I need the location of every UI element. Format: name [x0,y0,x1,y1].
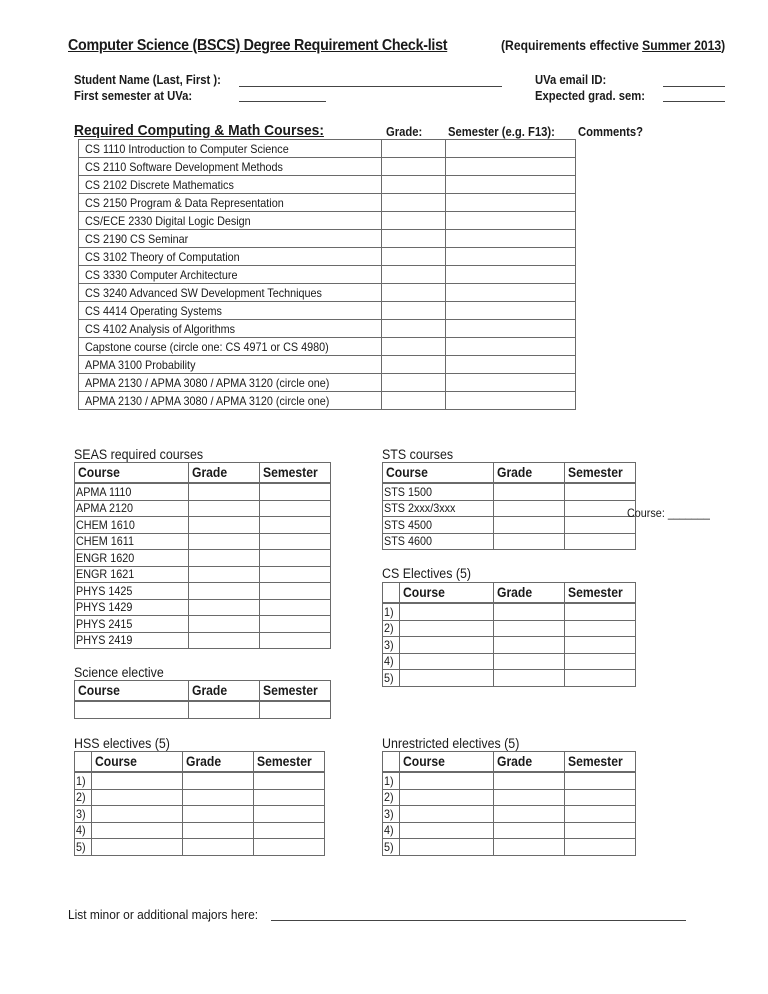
semester-header: Semester [254,752,325,773]
course-cell[interactable] [400,839,494,856]
course-cell[interactable] [400,620,494,637]
semester-cell[interactable] [565,822,636,839]
course-header: Course [400,583,494,604]
table-row [383,670,636,687]
semester-cell[interactable] [254,806,325,823]
row-number: 3) [383,806,400,823]
course-cell[interactable] [92,839,183,856]
semester-cell[interactable] [565,772,636,789]
semester-header: Semester [565,583,636,604]
table-row [383,789,636,806]
semester-cell[interactable] [260,701,331,718]
effective-note: (Requirements effective Summer 2013) [501,38,726,53]
row-number: 3) [75,806,92,823]
table-row [79,356,576,374]
semester-cell[interactable] [446,140,576,158]
semester-cell[interactable] [254,839,325,856]
hss-caption: HSS electives (5) [74,736,170,751]
row-number: 4) [383,653,400,670]
semester-header: Semester [565,752,636,773]
page-title: Computer Science (BSCS) Degree Requirement Check-list [68,37,448,54]
semester-column-header: Semester (e.g. F13): [448,125,555,139]
student-name-field[interactable] [239,86,502,87]
grade-cell[interactable] [382,356,446,374]
table-row [75,822,325,839]
table-row [383,517,636,534]
course-cell[interactable] [92,789,183,806]
semester-cell[interactable] [260,583,331,600]
course-cell[interactable] [400,670,494,687]
course-cell: PHYS 2419 [75,632,189,649]
table-row [79,266,576,284]
grade-cell[interactable] [382,158,446,176]
course-name-cell: CS 2190 CS Seminar [79,230,382,248]
semester-cell[interactable] [446,338,576,356]
row-number: 1) [383,772,400,789]
semester-cell[interactable] [446,266,576,284]
semester-cell[interactable] [565,789,636,806]
course-cell[interactable] [400,772,494,789]
table-row [79,302,576,320]
semester-cell[interactable] [565,839,636,856]
course-cell: CHEM 1611 [75,533,189,550]
course-name-cell: CS/ECE 2330 Digital Logic Design [79,212,382,230]
grade-cell[interactable] [189,616,260,633]
semester-cell[interactable] [446,212,576,230]
grade-cell[interactable] [382,338,446,356]
grade-cell[interactable] [382,392,446,410]
semester-cell[interactable] [446,248,576,266]
course-cell[interactable] [400,806,494,823]
grade-cell[interactable] [494,637,565,654]
grade-cell[interactable] [189,483,260,500]
course-name-cell: CS 1110 Introduction to Computer Science [79,140,382,158]
sts-caption: STS courses [382,447,454,462]
table-row [75,772,325,789]
table-row [75,701,331,718]
semester-header: Semester [260,681,331,702]
science-elective-caption: Science elective [74,665,164,680]
comments-column-header: Comments? [578,125,644,139]
grade-cell[interactable] [494,670,565,687]
course-cell: STS 4600 [383,533,494,550]
grade-cell[interactable] [382,248,446,266]
hss-table [74,751,325,856]
course-cell: STS 1500 [383,483,494,500]
effective-term: Summer 2013 [642,38,722,53]
semester-header: Semester [565,463,636,484]
semester-cell[interactable] [565,653,636,670]
semester-cell[interactable] [565,483,636,500]
science-elective-table [74,680,331,719]
table-row [75,550,331,567]
row-number: 4) [383,822,400,839]
grade-cell[interactable] [494,789,565,806]
course-header: Course [92,752,183,773]
grade-cell[interactable] [183,789,254,806]
course-name-cell: APMA 2130 / APMA 3080 / APMA 3120 (circle one) [79,392,382,410]
semester-cell[interactable] [565,517,636,534]
table-row [75,533,331,550]
table-row [79,194,576,212]
semester-cell[interactable] [260,599,331,616]
course-name-cell: CS 3240 Advanced SW Development Techniques [79,284,382,302]
student-name-label: Student Name (Last, First ): [74,73,221,87]
course-header: Course [75,463,189,484]
course-cell[interactable] [92,822,183,839]
table-row [383,620,636,637]
course-cell: ENGR 1620 [75,550,189,567]
grade-cell[interactable] [189,517,260,534]
grade-column-header: Grade: [386,125,423,139]
unrestricted-table [382,751,636,856]
course-name-cell: CS 2110 Software Development Methods [79,158,382,176]
sts-table [382,462,636,550]
semester-cell[interactable] [565,670,636,687]
course-name-cell: CS 2102 Discrete Mathematics [79,176,382,194]
course-cell[interactable] [400,653,494,670]
grade-cell[interactable] [494,533,565,550]
table-row [383,806,636,823]
row-number: 4) [75,822,92,839]
grade-cell[interactable] [382,176,446,194]
grade-cell[interactable] [494,517,565,534]
course-header: Course [383,463,494,484]
grade-cell[interactable] [494,603,565,620]
semester-cell[interactable] [260,483,331,500]
table-row [75,806,325,823]
grade-cell[interactable] [382,320,446,338]
grade-cell[interactable] [189,500,260,517]
grade-cell[interactable] [189,566,260,583]
row-number: 1) [383,603,400,620]
first-semester-field[interactable] [239,101,326,102]
course-cell[interactable] [400,603,494,620]
minor-field[interactable] [271,920,686,921]
course-cell: APMA 2120 [75,500,189,517]
semester-cell[interactable] [260,500,331,517]
course-header: Course [400,752,494,773]
course-cell[interactable] [400,822,494,839]
course-cell[interactable] [92,772,183,789]
table-row [79,248,576,266]
semester-cell[interactable] [254,789,325,806]
course-header: Course [75,681,189,702]
table-row [79,284,576,302]
course-name-cell: APMA 3100 Probability [79,356,382,374]
grade-cell[interactable] [189,701,260,718]
semester-cell[interactable] [446,284,576,302]
semester-cell[interactable] [446,176,576,194]
grade-cell[interactable] [382,284,446,302]
table-row [75,566,331,583]
grade-cell[interactable] [382,140,446,158]
table-row [79,176,576,194]
required-courses-title: Required Computing & Math Courses: [74,122,324,139]
table-row [383,653,636,670]
semester-cell[interactable] [565,500,636,517]
table-row [383,772,636,789]
minor-label: List minor or additional majors here: [68,907,259,922]
semester-cell[interactable] [260,566,331,583]
cs-electives-table [382,582,636,687]
course-name-cell: CS 3330 Computer Architecture [79,266,382,284]
table-row [75,632,331,649]
course-name-cell: APMA 2130 / APMA 3080 / APMA 3120 (circle one) [79,374,382,392]
row-number: 1) [75,772,92,789]
grade-cell[interactable] [382,230,446,248]
table-row [383,533,636,550]
semester-cell[interactable] [260,632,331,649]
grade-cell[interactable] [382,194,446,212]
course-cell: STS 2xxx/3xxx [383,500,494,517]
table-row [383,839,636,856]
row-number: 5) [383,670,400,687]
course-name-cell: Capstone course (circle one: CS 4971 or CS 4980) [79,338,382,356]
table-row [75,616,331,633]
grade-cell[interactable] [382,374,446,392]
grade-cell[interactable] [494,772,565,789]
course-cell[interactable] [400,789,494,806]
table-row [75,839,325,856]
semester-header: Semester [260,463,331,484]
semester-cell[interactable] [254,772,325,789]
grade-cell[interactable] [183,772,254,789]
cs-electives-caption: CS Electives (5) [382,566,472,581]
table-row [75,789,325,806]
semester-cell[interactable] [446,392,576,410]
table-row [79,212,576,230]
course-cell: STS 4500 [383,517,494,534]
email-field[interactable] [663,86,725,87]
grade-cell[interactable] [382,302,446,320]
grade-cell[interactable] [494,500,565,517]
course-cell: PHYS 1425 [75,583,189,600]
table-row [383,603,636,620]
semester-cell[interactable] [446,158,576,176]
grade-cell[interactable] [189,533,260,550]
table-row [79,374,576,392]
grade-cell[interactable] [494,839,565,856]
course-cell[interactable] [92,806,183,823]
sts-course-note[interactable]: Course: _______ [627,506,710,520]
course-name-cell: CS 2150 Program & Data Representation [79,194,382,212]
course-cell[interactable] [75,701,189,718]
table-row [79,338,576,356]
semester-cell[interactable] [565,533,636,550]
table-row [79,230,576,248]
semester-cell[interactable] [446,320,576,338]
grade-cell[interactable] [494,620,565,637]
row-number: 2) [383,789,400,806]
grade-cell[interactable] [183,822,254,839]
course-cell[interactable] [400,637,494,654]
row-number: 2) [383,620,400,637]
course-cell: ENGR 1621 [75,566,189,583]
email-label: UVa email ID: [535,73,607,87]
semester-cell[interactable] [446,230,576,248]
semester-cell[interactable] [565,806,636,823]
row-number: 5) [75,839,92,856]
semester-cell[interactable] [260,533,331,550]
semester-cell[interactable] [565,603,636,620]
table-row [75,517,331,534]
row-number: 3) [383,637,400,654]
row-number: 2) [75,789,92,806]
grade-header: Grade [494,463,565,484]
course-cell: CHEM 1610 [75,517,189,534]
grad-sem-label: Expected grad. sem: [535,89,646,103]
grade-cell[interactable] [382,266,446,284]
grade-cell[interactable] [494,483,565,500]
table-row [383,637,636,654]
grade-cell[interactable] [183,839,254,856]
course-cell: PHYS 1429 [75,599,189,616]
course-name-cell: CS 3102 Theory of Computation [79,248,382,266]
table-row [75,599,331,616]
grade-cell[interactable] [382,212,446,230]
table-row [79,140,576,158]
grade-header: Grade [494,752,565,773]
semester-cell[interactable] [446,194,576,212]
grade-cell[interactable] [183,806,254,823]
grade-cell[interactable] [494,653,565,670]
unrestricted-caption: Unrestricted electives (5) [382,736,520,751]
semester-cell[interactable] [446,302,576,320]
seas-caption: SEAS required courses [74,447,204,462]
semester-cell[interactable] [565,620,636,637]
grade-header: Grade [494,583,565,604]
grade-header: Grade [183,752,254,773]
semester-cell[interactable] [446,356,576,374]
semester-cell[interactable] [260,616,331,633]
grade-cell[interactable] [494,822,565,839]
course-cell: PHYS 2415 [75,616,189,633]
grade-cell[interactable] [494,806,565,823]
grad-sem-field[interactable] [663,101,725,102]
seas-table [74,462,331,649]
grade-cell[interactable] [189,632,260,649]
semester-cell[interactable] [260,550,331,567]
course-name-cell: CS 4414 Operating Systems [79,302,382,320]
table-row [383,500,636,517]
table-row [79,320,576,338]
semester-cell[interactable] [260,517,331,534]
grade-header: Grade [189,463,260,484]
table-row [75,583,331,600]
row-number: 5) [383,839,400,856]
table-row [75,500,331,517]
grade-cell[interactable] [189,550,260,567]
table-row [79,392,576,410]
course-cell: APMA 1110 [75,483,189,500]
semester-cell[interactable] [565,637,636,654]
semester-cell[interactable] [254,822,325,839]
table-row [383,822,636,839]
table-row [383,483,636,500]
course-name-cell: CS 4102 Analysis of Algorithms [79,320,382,338]
first-semester-label: First semester at UVa: [74,89,193,103]
grade-header: Grade [189,681,260,702]
grade-cell[interactable] [189,599,260,616]
grade-cell[interactable] [189,583,260,600]
semester-cell[interactable] [446,374,576,392]
table-row [75,483,331,500]
required-courses-table [78,139,576,410]
table-row [79,158,576,176]
